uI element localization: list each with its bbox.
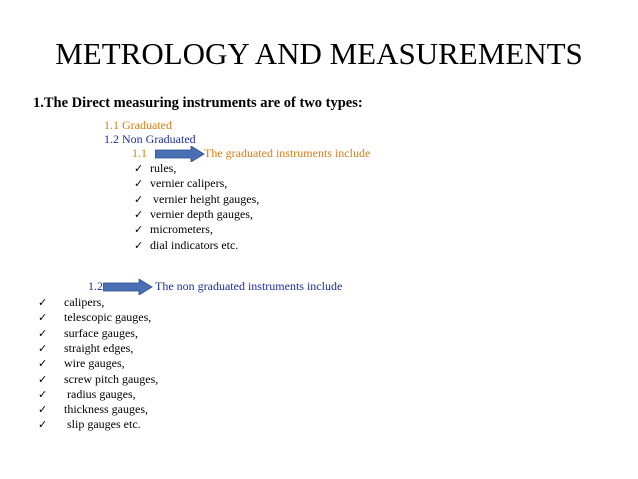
check-mark-icon: ✓	[38, 387, 48, 401]
list-item-label: wire gauges,	[64, 356, 125, 371]
check-mark-icon: ✓	[38, 372, 48, 386]
list-item	[134, 207, 253, 222]
type-graduated: 1.1 Graduated	[104, 118, 172, 132]
non-graduated-caption: The non graduated instruments include	[155, 279, 343, 293]
non-graduated-number: 1.2	[88, 279, 103, 293]
list-item	[134, 238, 238, 253]
check-mark-icon: ✓	[134, 192, 144, 206]
list-item-label: calipers,	[64, 295, 105, 309]
list-item	[38, 372, 158, 387]
list-item	[38, 310, 151, 325]
list-item-label: screw pitch gauges,	[64, 371, 159, 386]
check-mark-icon: ✓	[38, 296, 48, 309]
check-mark-icon: ✓	[38, 403, 48, 417]
right-arrow-icon	[155, 146, 205, 162]
check-mark-icon: ✓	[38, 341, 48, 355]
right-arrow-icon	[103, 279, 153, 295]
list-item	[38, 402, 148, 417]
page-title: METROLOGY AND MEASUREMENTS	[55, 36, 583, 71]
type-non-graduated: 1.2 Non Graduated	[104, 132, 196, 146]
list-item	[38, 387, 136, 402]
check-mark-icon: ✓	[134, 207, 144, 221]
list-item	[38, 341, 133, 356]
list-item	[38, 295, 104, 310]
check-mark-icon: ✓	[38, 357, 48, 371]
check-mark-icon: ✓	[134, 238, 144, 252]
list-item-label: vernier depth gauges,	[150, 206, 253, 221]
check-mark-icon: ✓	[38, 326, 48, 340]
list-item-label: telescopic gauges,	[64, 310, 152, 325]
list-item-label: thickness gauges,	[64, 402, 148, 417]
list-item-label: slip gauges etc.	[64, 417, 141, 432]
section-heading: 1.The Direct measuring instruments are of two types:	[33, 95, 363, 111]
list-item-label: dial indicators etc.	[150, 237, 239, 252]
list-item-label: vernier height gauges,	[150, 191, 260, 206]
list-item	[134, 222, 213, 237]
graduated-number: 1.1	[132, 146, 147, 160]
list-item-label: surface gauges,	[64, 325, 138, 340]
list-item-label: vernier calipers,	[150, 176, 228, 191]
list-item-label: micrometers,	[150, 222, 213, 237]
check-mark-icon: ✓	[134, 177, 144, 191]
list-item-label: radius gauges,	[64, 386, 136, 401]
list-item	[38, 417, 141, 432]
graduated-caption: The graduated instruments include	[204, 146, 371, 160]
check-mark-icon: ✓	[134, 223, 144, 237]
list-item-label: rules,	[150, 161, 177, 175]
list-item	[38, 326, 138, 341]
list-item	[134, 161, 176, 176]
list-item	[38, 356, 125, 371]
check-mark-icon: ✓	[38, 418, 48, 432]
list-item-label: straight edges,	[64, 340, 134, 355]
list-item	[134, 176, 227, 191]
list-item	[134, 192, 259, 207]
check-mark-icon: ✓	[38, 311, 48, 325]
check-mark-icon: ✓	[134, 162, 144, 175]
